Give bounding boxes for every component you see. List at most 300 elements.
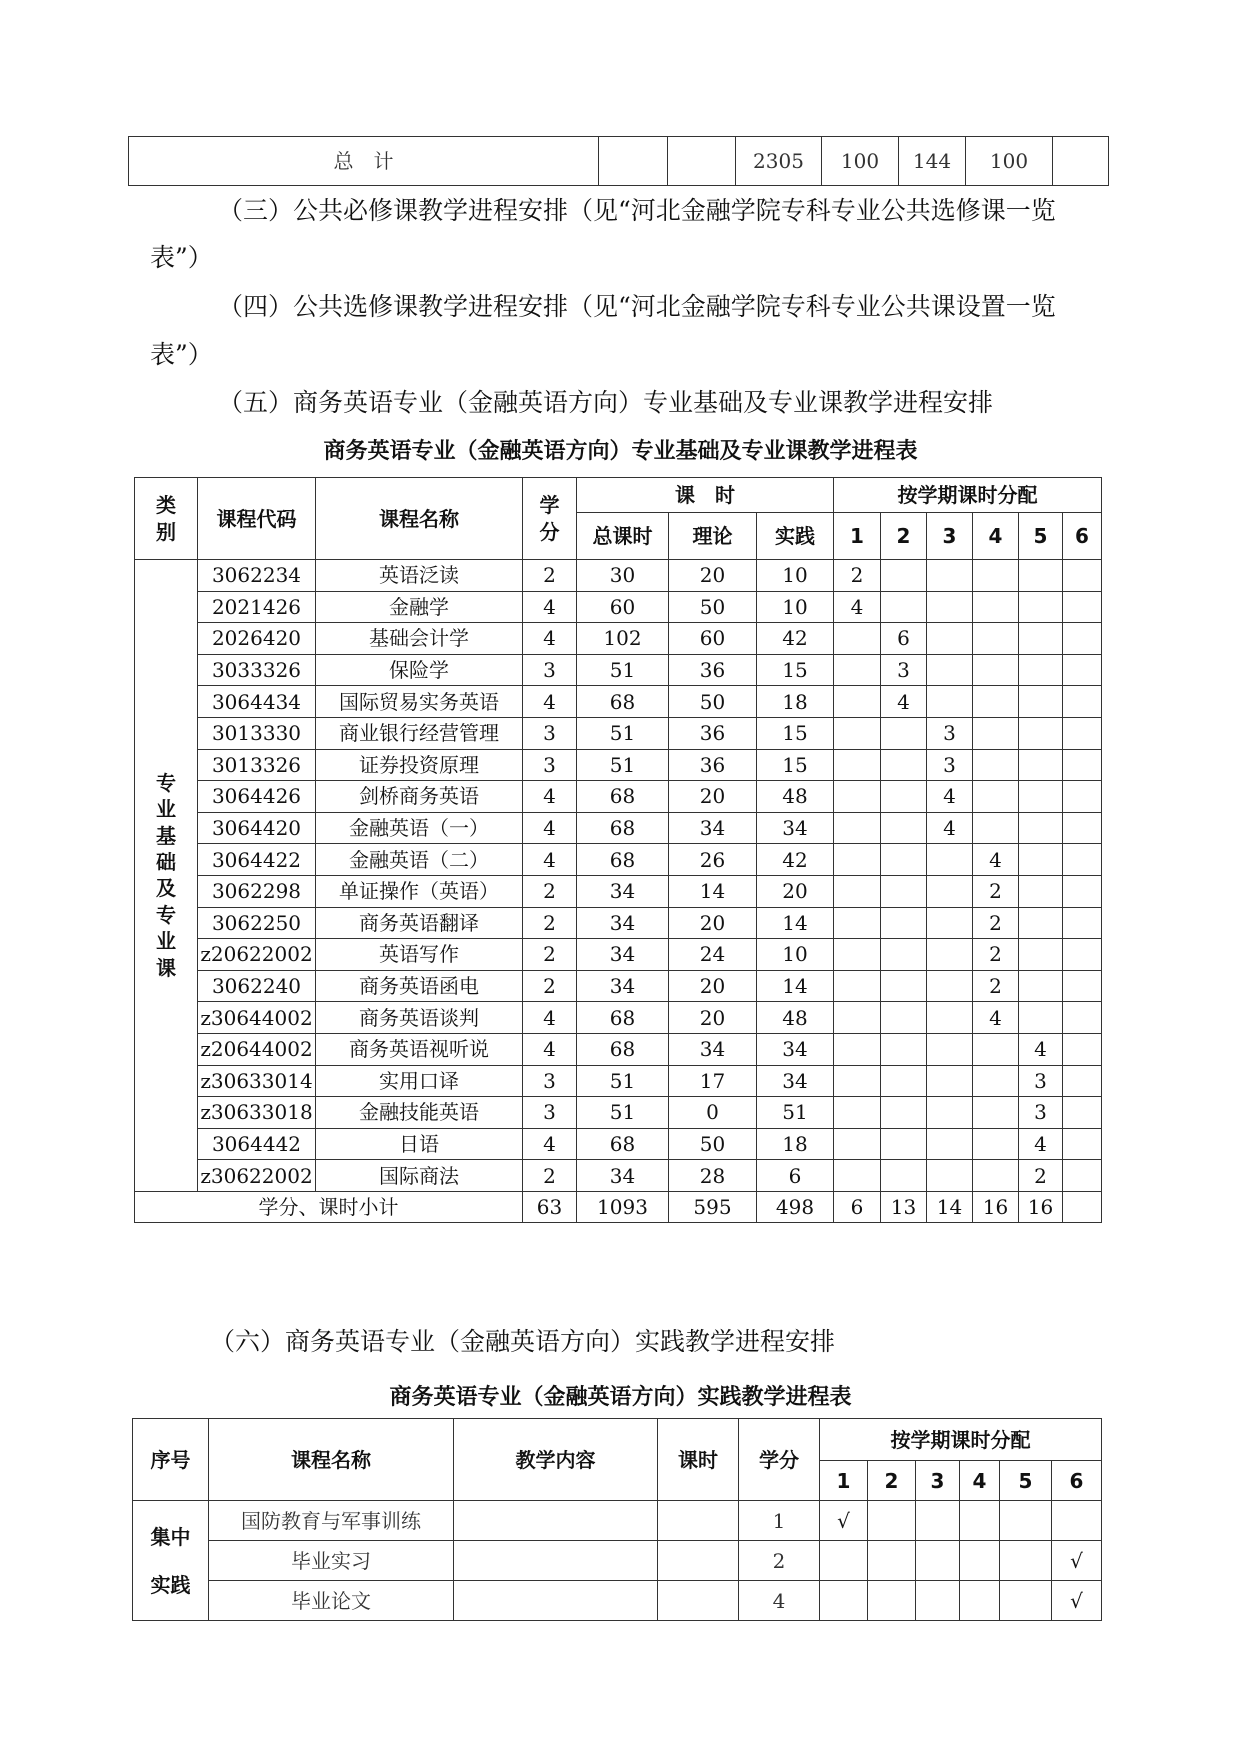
semester-3-hours: 4 — [927, 812, 973, 844]
course-theory-hours: 36 — [669, 654, 757, 686]
header-semester-6: 6 — [1063, 513, 1102, 560]
semester-4-hours: 2 — [973, 875, 1019, 907]
course-code: 3064420 — [198, 812, 316, 844]
course-code: 3064422 — [198, 844, 316, 876]
course-name: 保险学 — [316, 654, 523, 686]
practice-semester-4 — [960, 1581, 1000, 1621]
course-credits: 4 — [523, 623, 577, 655]
semester-6-hours — [1063, 1065, 1102, 1097]
course-practice-hours: 18 — [757, 686, 834, 718]
course-code: z20622002 — [198, 939, 316, 971]
course-name: 证券投资原理 — [316, 749, 523, 781]
semester-5-hours: 4 — [1019, 1128, 1063, 1160]
semester-6-hours — [1063, 1097, 1102, 1129]
course-name: 商务英语谈判 — [316, 1002, 523, 1034]
semester-2-hours — [881, 560, 927, 592]
total-value-2: 100 — [822, 137, 899, 186]
semester-3-hours — [927, 686, 973, 718]
course-practice-hours: 10 — [757, 560, 834, 592]
course-practice-hours: 42 — [757, 623, 834, 655]
total-label: 总 计 — [129, 137, 599, 186]
semester-1-hours — [834, 939, 881, 971]
practice-credits: 1 — [739, 1501, 820, 1541]
course-code: z30622002 — [198, 1160, 316, 1192]
semester-6-hours — [1063, 623, 1102, 655]
subtotal-semester-3: 14 — [927, 1191, 973, 1223]
semester-2-hours — [881, 749, 927, 781]
semester-5-hours — [1019, 654, 1063, 686]
semester-2-hours — [881, 1002, 927, 1034]
header-semester-distribution: 按学期课时分配 — [834, 478, 1102, 513]
course-row — [135, 623, 1102, 655]
semester-1-hours — [834, 812, 881, 844]
course-credits: 4 — [523, 686, 577, 718]
course-name: 日语 — [316, 1128, 523, 1160]
subtotal-semester-6 — [1063, 1191, 1102, 1223]
course-credits: 2 — [523, 939, 577, 971]
course-total-hours: 60 — [577, 591, 669, 623]
subtotal-credits: 63 — [523, 1191, 577, 1223]
practice-hours — [658, 1501, 739, 1541]
total-value-3: 144 — [899, 137, 966, 186]
course-row — [135, 1097, 1102, 1129]
practice-semester-5 — [1000, 1501, 1052, 1541]
header-course-name: 课程名称 — [316, 478, 523, 560]
semester-3-hours: 3 — [927, 749, 973, 781]
course-credits: 4 — [523, 1033, 577, 1065]
practice-hours — [658, 1541, 739, 1581]
header-semester-4: 4 — [973, 513, 1019, 560]
subtotal-row — [135, 1191, 1102, 1223]
semester-2-hours — [881, 875, 927, 907]
course-name: 基础会计学 — [316, 623, 523, 655]
course-name: 英语泛读 — [316, 560, 523, 592]
course-theory-hours: 20 — [669, 1002, 757, 1034]
semester-6-hours — [1063, 939, 1102, 971]
total-row — [129, 137, 1109, 186]
header-semester-1: 1 — [820, 1461, 868, 1501]
practice-content — [454, 1501, 658, 1541]
course-name: 商业银行经营管理 — [316, 717, 523, 749]
header-category: 类别 — [135, 478, 198, 560]
course-name: 商务英语视听说 — [316, 1033, 523, 1065]
total-cell-empty-1 — [599, 137, 668, 186]
course-code: z30633014 — [198, 1065, 316, 1097]
semester-2-hours — [881, 1128, 927, 1160]
total-table — [128, 136, 1109, 186]
semester-1-hours — [834, 749, 881, 781]
semester-5-hours — [1019, 812, 1063, 844]
semester-5-hours: 4 — [1019, 1033, 1063, 1065]
course-credits: 4 — [523, 591, 577, 623]
category-label: 专业基础及专业课 — [156, 770, 176, 980]
header-semester-1: 1 — [834, 513, 881, 560]
course-theory-hours: 50 — [669, 686, 757, 718]
total-cell-empty-2 — [668, 137, 736, 186]
course-code: z30633018 — [198, 1097, 316, 1129]
semester-6-hours — [1063, 591, 1102, 623]
course-theory-hours: 60 — [669, 623, 757, 655]
course-code: 3013326 — [198, 749, 316, 781]
practice-semester-2 — [868, 1501, 916, 1541]
course-total-hours: 34 — [577, 970, 669, 1002]
subtotal-semester-2: 13 — [881, 1191, 927, 1223]
semester-2-hours — [881, 844, 927, 876]
semester-5-hours — [1019, 749, 1063, 781]
course-credits: 2 — [523, 907, 577, 939]
course-row — [135, 939, 1102, 971]
semester-5-hours — [1019, 970, 1063, 1002]
course-row — [135, 1065, 1102, 1097]
table1-title: 商务英语专业（金融英语方向）专业基础及专业课教学进程表 — [323, 439, 918, 464]
group-label-line-2: 实践 — [150, 1572, 191, 1597]
course-theory-hours: 28 — [669, 1160, 757, 1192]
course-practice-hours: 51 — [757, 1097, 834, 1129]
practice-course-name: 毕业实习 — [209, 1541, 454, 1581]
semester-3-hours — [927, 1128, 973, 1160]
semester-4-hours — [973, 749, 1019, 781]
semester-5-hours — [1019, 591, 1063, 623]
semester-4-hours — [973, 1128, 1019, 1160]
course-name: 商务英语翻译 — [316, 907, 523, 939]
semester-6-hours — [1063, 907, 1102, 939]
semester-6-hours — [1063, 812, 1102, 844]
semester-5-hours — [1019, 686, 1063, 718]
course-practice-hours: 10 — [757, 591, 834, 623]
course-name: 金融学 — [316, 591, 523, 623]
course-total-hours: 68 — [577, 781, 669, 813]
course-theory-hours: 34 — [669, 1033, 757, 1065]
semester-6-hours — [1063, 1160, 1102, 1192]
subtotal-label: 学分、课时小计 — [135, 1191, 523, 1223]
course-practice-hours: 15 — [757, 717, 834, 749]
header-theory: 理论 — [669, 513, 757, 560]
course-total-hours: 102 — [577, 623, 669, 655]
course-name: 金融英语（一） — [316, 812, 523, 844]
course-credits: 2 — [523, 875, 577, 907]
course-credits: 2 — [523, 970, 577, 1002]
course-theory-hours: 24 — [669, 939, 757, 971]
course-theory-hours: 20 — [669, 907, 757, 939]
semester-2-hours: 6 — [881, 623, 927, 655]
course-total-hours: 34 — [577, 939, 669, 971]
semester-3-hours — [927, 560, 973, 592]
semester-2-hours — [881, 591, 927, 623]
semester-3-hours — [927, 654, 973, 686]
course-code: 2021426 — [198, 591, 316, 623]
semester-3-hours: 3 — [927, 717, 973, 749]
table2-title: 商务英语专业（金融英语方向）实践教学进程表 — [389, 1385, 852, 1410]
practice-semester-3 — [916, 1541, 960, 1581]
course-practice-hours: 48 — [757, 781, 834, 813]
header-semester-5: 5 — [1019, 513, 1063, 560]
paragraph-3-line-2: 表”） — [150, 243, 213, 272]
course-row — [135, 591, 1102, 623]
course-code: 3064426 — [198, 781, 316, 813]
semester-6-hours — [1063, 749, 1102, 781]
semester-3-hours — [927, 1097, 973, 1129]
practice-semester-1: √ — [820, 1501, 868, 1541]
course-name: 剑桥商务英语 — [316, 781, 523, 813]
course-code: 3064434 — [198, 686, 316, 718]
course-code: 3062298 — [198, 875, 316, 907]
semester-6-hours — [1063, 1002, 1102, 1034]
practice-content — [454, 1541, 658, 1581]
subtotal-theory-hours: 595 — [669, 1191, 757, 1223]
semester-4-hours — [973, 717, 1019, 749]
course-total-hours: 51 — [577, 1065, 669, 1097]
course-row — [135, 686, 1102, 718]
course-total-hours: 51 — [577, 749, 669, 781]
semester-4-hours: 2 — [973, 907, 1019, 939]
semester-6-hours — [1063, 970, 1102, 1002]
course-total-hours: 34 — [577, 1160, 669, 1192]
course-total-hours: 68 — [577, 844, 669, 876]
header-course-code: 课程代码 — [198, 478, 316, 560]
course-credits: 4 — [523, 812, 577, 844]
practice-semester-2 — [868, 1581, 916, 1621]
subtotal-semester-1: 6 — [834, 1191, 881, 1223]
semester-3-hours — [927, 844, 973, 876]
course-theory-hours: 36 — [669, 749, 757, 781]
semester-2-hours: 4 — [881, 686, 927, 718]
course-row — [135, 1002, 1102, 1034]
semester-3-hours: 4 — [927, 781, 973, 813]
semester-3-hours — [927, 1002, 973, 1034]
header-hours: 课 时 — [577, 478, 834, 513]
course-credits: 4 — [523, 1128, 577, 1160]
header-semester-4: 4 — [960, 1461, 1000, 1501]
header-total-hours: 总课时 — [577, 513, 669, 560]
semester-3-hours — [927, 939, 973, 971]
course-code: 3013330 — [198, 717, 316, 749]
course-row — [135, 654, 1102, 686]
semester-4-hours — [973, 686, 1019, 718]
course-code: 3062240 — [198, 970, 316, 1002]
semester-5-hours: 2 — [1019, 1160, 1063, 1192]
semester-1-hours — [834, 623, 881, 655]
semester-1-hours — [834, 1128, 881, 1160]
course-row — [135, 781, 1102, 813]
semester-2-hours: 3 — [881, 654, 927, 686]
semester-6-hours — [1063, 875, 1102, 907]
course-total-hours: 34 — [577, 875, 669, 907]
header-hours: 课时 — [658, 1419, 739, 1501]
semester-4-hours — [973, 623, 1019, 655]
semester-1-hours — [834, 970, 881, 1002]
header-semester-3: 3 — [927, 513, 973, 560]
course-practice-hours: 6 — [757, 1160, 834, 1192]
course-code: 2026420 — [198, 623, 316, 655]
header-semester-distribution: 按学期课时分配 — [820, 1419, 1102, 1461]
practice-semester-3 — [916, 1501, 960, 1541]
course-total-hours: 68 — [577, 686, 669, 718]
category-cell — [135, 560, 198, 1192]
semester-5-hours — [1019, 939, 1063, 971]
course-theory-hours: 0 — [669, 1097, 757, 1129]
practice-semester-5 — [1000, 1541, 1052, 1581]
semester-1-hours — [834, 844, 881, 876]
semester-5-hours — [1019, 844, 1063, 876]
course-row — [135, 1033, 1102, 1065]
semester-1-hours — [834, 686, 881, 718]
course-row — [135, 907, 1102, 939]
total-cell-empty-7 — [1053, 137, 1109, 186]
semester-6-hours — [1063, 717, 1102, 749]
practice-semester-2 — [868, 1541, 916, 1581]
semester-1-hours: 4 — [834, 591, 881, 623]
course-code: z20644002 — [198, 1033, 316, 1065]
course-credits: 4 — [523, 1002, 577, 1034]
practice-row — [133, 1501, 1102, 1541]
group-cell — [133, 1501, 209, 1621]
semester-6-hours — [1063, 686, 1102, 718]
semester-5-hours — [1019, 717, 1063, 749]
semester-5-hours — [1019, 875, 1063, 907]
header-semester-2: 2 — [881, 513, 927, 560]
course-theory-hours: 50 — [669, 1128, 757, 1160]
semester-1-hours — [834, 1160, 881, 1192]
practice-semester-4 — [960, 1541, 1000, 1581]
header-seq: 序号 — [133, 1419, 209, 1501]
semester-4-hours — [973, 560, 1019, 592]
course-name: 英语写作 — [316, 939, 523, 971]
course-total-hours: 68 — [577, 1128, 669, 1160]
semester-5-hours — [1019, 623, 1063, 655]
paragraph-4-line-2: 表”） — [150, 340, 213, 369]
semester-2-hours — [881, 1065, 927, 1097]
semester-3-hours — [927, 1160, 973, 1192]
course-practice-hours: 18 — [757, 1128, 834, 1160]
practice-hours — [658, 1581, 739, 1621]
course-row — [135, 844, 1102, 876]
paragraph-4-line-1: （四）公共选修课教学进程安排（见“河北金融学院专科专业公共课设置一览 — [218, 292, 1056, 321]
practice-credits: 4 — [739, 1581, 820, 1621]
semester-4-hours: 2 — [973, 939, 1019, 971]
course-code: 3033326 — [198, 654, 316, 686]
course-code: z30644002 — [198, 1002, 316, 1034]
course-credits: 3 — [523, 1097, 577, 1129]
semester-1-hours — [834, 717, 881, 749]
course-total-hours: 51 — [577, 654, 669, 686]
semester-4-hours — [973, 591, 1019, 623]
semester-4-hours — [973, 654, 1019, 686]
semester-4-hours — [973, 1065, 1019, 1097]
semester-6-hours — [1063, 654, 1102, 686]
course-name: 实用口译 — [316, 1065, 523, 1097]
practice-row — [133, 1541, 1102, 1581]
practice-semester-6 — [1052, 1501, 1102, 1541]
semester-2-hours — [881, 970, 927, 1002]
practice-semester-1 — [820, 1541, 868, 1581]
semester-3-hours — [927, 623, 973, 655]
semester-1-hours — [834, 875, 881, 907]
semester-3-hours — [927, 970, 973, 1002]
course-theory-hours: 17 — [669, 1065, 757, 1097]
semester-5-hours — [1019, 781, 1063, 813]
course-practice-hours: 34 — [757, 1033, 834, 1065]
header-semester-5: 5 — [1000, 1461, 1052, 1501]
course-code: 3064442 — [198, 1128, 316, 1160]
semester-2-hours — [881, 781, 927, 813]
semester-3-hours — [927, 875, 973, 907]
semester-1-hours: 2 — [834, 560, 881, 592]
practice-semester-1 — [820, 1581, 868, 1621]
course-credits: 2 — [523, 560, 577, 592]
course-row — [135, 560, 1102, 592]
header-semester-6: 6 — [1052, 1461, 1102, 1501]
course-name: 国际贸易实务英语 — [316, 686, 523, 718]
header-semester-3: 3 — [916, 1461, 960, 1501]
course-practice-hours: 15 — [757, 749, 834, 781]
course-theory-hours: 20 — [669, 781, 757, 813]
header-credits: 学分 — [739, 1419, 820, 1501]
semester-1-hours — [834, 1002, 881, 1034]
course-theory-hours: 26 — [669, 844, 757, 876]
paragraph-3-line-1: （三）公共必修课教学进程安排（见“河北金融学院专科专业公共选修课一览 — [218, 196, 1056, 225]
course-theory-hours: 36 — [669, 717, 757, 749]
practice-credits: 2 — [739, 1541, 820, 1581]
group-label-line-1: 集中 — [150, 1524, 191, 1549]
semester-4-hours: 4 — [973, 844, 1019, 876]
course-total-hours: 30 — [577, 560, 669, 592]
course-practice-hours: 34 — [757, 1065, 834, 1097]
course-code: 3062250 — [198, 907, 316, 939]
course-practice-hours: 20 — [757, 875, 834, 907]
practice-semester-3 — [916, 1581, 960, 1621]
course-credits: 4 — [523, 844, 577, 876]
semester-2-hours — [881, 939, 927, 971]
course-theory-hours: 14 — [669, 875, 757, 907]
semester-3-hours — [927, 907, 973, 939]
course-credits: 3 — [523, 749, 577, 781]
semester-2-hours — [881, 907, 927, 939]
course-total-hours: 51 — [577, 1097, 669, 1129]
semester-2-hours — [881, 717, 927, 749]
course-code: 3062234 — [198, 560, 316, 592]
semester-2-hours — [881, 1097, 927, 1129]
subtotal-total-hours: 1093 — [577, 1191, 669, 1223]
course-credits: 3 — [523, 654, 577, 686]
semester-6-hours — [1063, 1128, 1102, 1160]
semester-3-hours — [927, 1033, 973, 1065]
course-name: 单证操作（英语） — [316, 875, 523, 907]
header-course-name: 课程名称 — [209, 1419, 454, 1501]
total-value-4: 100 — [966, 137, 1053, 186]
semester-1-hours — [834, 781, 881, 813]
semester-4-hours — [973, 812, 1019, 844]
practice-semester-5 — [1000, 1581, 1052, 1621]
course-practice-hours: 42 — [757, 844, 834, 876]
semester-4-hours: 2 — [973, 970, 1019, 1002]
course-row — [135, 812, 1102, 844]
semester-4-hours — [973, 1097, 1019, 1129]
semester-1-hours — [834, 1065, 881, 1097]
course-row — [135, 970, 1102, 1002]
course-practice-hours: 14 — [757, 907, 834, 939]
semester-4-hours — [973, 1033, 1019, 1065]
semester-2-hours — [881, 1160, 927, 1192]
practice-semester-6: √ — [1052, 1581, 1102, 1621]
course-total-hours: 34 — [577, 907, 669, 939]
course-practice-hours: 34 — [757, 812, 834, 844]
course-row — [135, 1128, 1102, 1160]
practice-course-name: 国防教育与军事训练 — [209, 1501, 454, 1541]
course-theory-hours: 20 — [669, 560, 757, 592]
semester-1-hours — [834, 907, 881, 939]
total-hours: 2305 — [736, 137, 822, 186]
semester-1-hours — [834, 654, 881, 686]
